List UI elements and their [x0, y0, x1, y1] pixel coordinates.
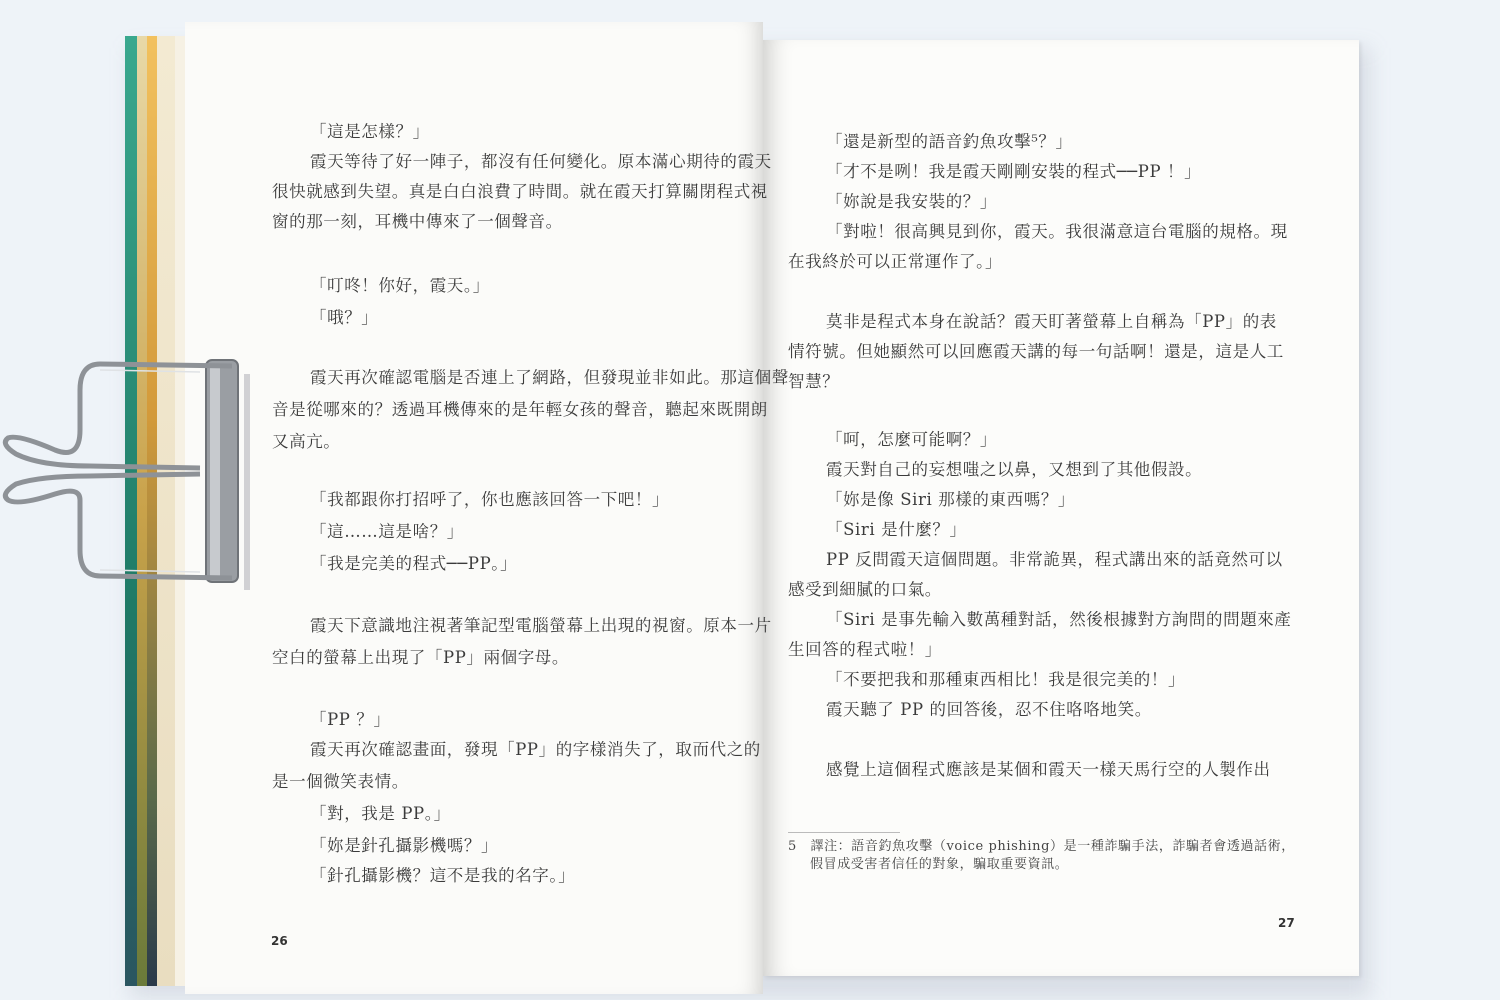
text-line: 「Siri 是事先輸入數萬種對話，然後根據對方詢問的問題來產: [826, 610, 1292, 629]
text-line: 情符號。但她顯然可以回應霞天講的每一句話啊！還是，這是人工: [788, 342, 1284, 361]
text-line: 很快就感到失望。真是白白浪費了時間。就在霞天打算關閉程式視: [272, 182, 768, 201]
text-line: 「叮咚！你好，霞天。」: [310, 276, 490, 295]
page-number: 27: [1278, 916, 1295, 930]
text-line: 「還是新型的語音釣魚攻擊⁵？」: [826, 132, 1073, 151]
text-line: 智慧？: [788, 372, 840, 391]
text-line: 空白的螢幕上出現了「PP」兩個字母。: [272, 648, 570, 667]
text-line: 霞天下意識地注視著筆記型電腦螢幕上出現的視窗。原本一片: [310, 616, 772, 635]
text-line: 莫非是程式本身在說話？霞天盯著螢幕上自稱為「PP」的表: [826, 312, 1277, 331]
footnote-line: 5 譯注：語音釣魚攻擊（voice phishing）是一種詐騙手法，詐騙者會透過話術，: [788, 839, 1295, 854]
text-line: 「妳是像 Siri 那樣的東西嗎？」: [826, 490, 1076, 509]
text-line: 「我是完美的程式──PP。」: [310, 554, 518, 573]
text-line: 「這是怎樣？」: [310, 122, 430, 141]
text-line: 「PP ？」: [310, 710, 391, 729]
text-line: 「才不是咧！我是霞天剛剛安裝的程式──PP ！」: [826, 162, 1202, 181]
text-line: 生回答的程式啦！」: [788, 640, 942, 659]
text-line: 窗的那一刻，耳機中傳來了一個聲音。: [272, 212, 563, 231]
text-line: 是一個微笑表情。: [272, 772, 409, 791]
text-line: 「呵，怎麼可能啊？」: [826, 430, 997, 449]
footnote-line: 假冒成受害者信任的對象，騙取重要資訊。: [810, 857, 1069, 872]
text-line: 又高亢。: [272, 432, 341, 451]
text-line: 「妳說是我安裝的？」: [826, 192, 997, 211]
clip-handle-upper: [5, 364, 232, 468]
binder-clip: [0, 350, 250, 590]
text-line: PP 反問霞天這個問題。非常詭異，程式講出來的話竟然可以: [826, 550, 1283, 569]
text-line: 「不要把我和那種東西相比！我是很完美的！」: [826, 670, 1186, 689]
text-line: 霞天再次確認電腦是否連上了網路，但發現並非如此。那這個聲: [310, 368, 789, 387]
text-line: 感受到細膩的口氣。: [788, 580, 942, 599]
text-line: 在我終於可以正常運作了。」: [788, 252, 1003, 271]
text-line: 「Siri 是什麼？」: [826, 520, 967, 539]
text-line: 音是從哪來的？透過耳機傳來的是年輕女孩的聲音，聽起來既開朗: [272, 400, 768, 419]
text-line: 「哦？」: [310, 308, 379, 327]
clip-shadow: [244, 374, 250, 590]
page-number: 26: [271, 934, 288, 948]
text-line: 霞天等待了好一陣子，都沒有任何變化。原本滿心期待的霞天: [310, 152, 772, 171]
text-line: 「我都跟你打招呼了，你也應該回答一下吧！」: [310, 490, 670, 509]
clip-handle-lower: [5, 474, 232, 578]
text-line: 「這……這是啥？」: [310, 522, 464, 541]
text-line: 霞天聽了 PP 的回答後，忍不住咯咯地笑。: [826, 700, 1152, 719]
text-line: 「妳是針孔攝影機嗎？」: [310, 836, 499, 855]
text-line: 感覺上這個程式應該是某個和霞天一樣天馬行空的人製作出: [826, 760, 1271, 779]
text-line: 「針孔攝影機？這不是我的名字。」: [310, 866, 576, 885]
footnote-rule: [788, 832, 900, 833]
text-line: 「對啦！很高興見到你，霞天。我很滿意這台電腦的規格。現: [826, 222, 1288, 241]
text-line: 「對，我是 PP。」: [310, 804, 451, 823]
text-line: 霞天對自己的妄想嗤之以鼻，又想到了其他假設。: [826, 460, 1203, 479]
text-line: 霞天再次確認畫面，發現「PP」的字樣消失了，取而代之的: [310, 740, 761, 759]
